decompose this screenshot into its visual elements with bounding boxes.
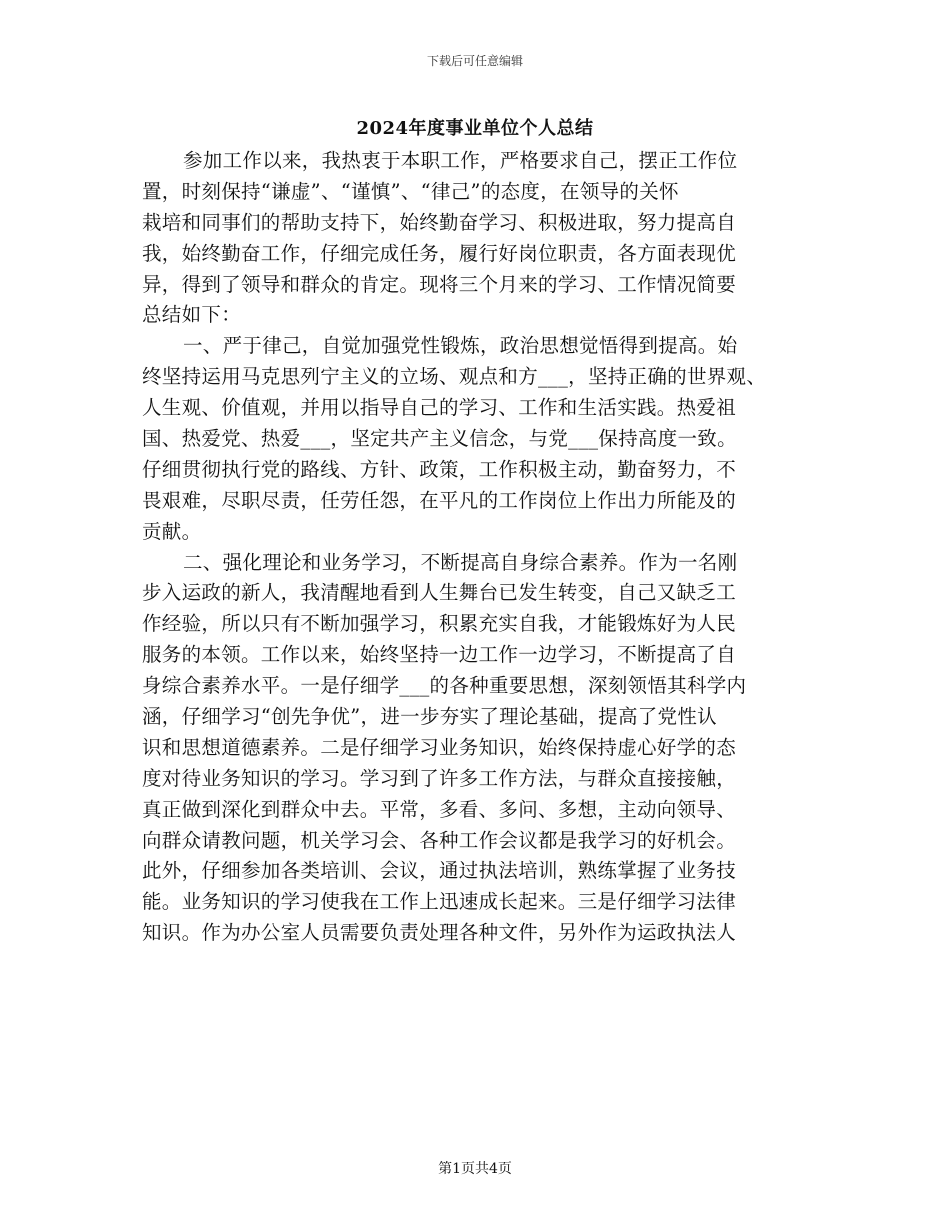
text-line: 终坚持运用马克思列宁主义的立场、观点和方___，坚持正确的世界观、 bbox=[142, 365, 767, 389]
text-line: 栽培和同事们的帮助支持下，始终勤奋学习、积极进取，努力提高自 bbox=[142, 210, 737, 234]
text-line: 置，时刻保持“谦虚”、“谨慎”、“律己”的态度，在领导的关怀 bbox=[142, 179, 679, 203]
header-note: 下载后可任意编辑 bbox=[426, 54, 523, 68]
text-line: 向群众请教问题，机关学习会、各种工作会议都是我学习的好机会。 bbox=[142, 828, 737, 852]
text-line: 国、热爱党、热爱___，坚定共产主义信念，与党___保持高度一致。 bbox=[142, 427, 737, 451]
text-line: 服务的本领。工作以来，始终坚持一边工作一边学习，不断提高了自 bbox=[142, 643, 737, 667]
text-line: 异，得到了领导和群众的肯定。现将三个月来的学习、工作情况简要 bbox=[142, 272, 737, 296]
document-body bbox=[142, 146, 842, 949]
document-title: 2024年度事业单位个人总结 bbox=[356, 118, 594, 139]
text-line: 畏艰难，尽职尽责，任劳任怨，在平凡的工作岗位上作出力所能及的 bbox=[142, 488, 737, 512]
page-footer: 第1页共4页 bbox=[438, 1161, 512, 1177]
text-line: 贡献。 bbox=[142, 519, 202, 543]
text-line: 度对待业务知识的学习。学习到了许多工作方法，与群众直接接触， bbox=[142, 766, 737, 790]
text-line: 步入运政的新人，我清醒地看到人生舞台已发生转变，自己又缺乏工 bbox=[142, 581, 737, 605]
text-line: 识和思想道德素养。二是仔细学习业务知识，始终保持虚心好学的态 bbox=[142, 735, 737, 759]
text-line: 我，始终勤奋工作，仔细完成任务，履行好岗位职责，各方面表现优 bbox=[142, 241, 737, 265]
text-line: 人生观、价值观，并用以指导自己的学习、工作和生活实践。热爱祖 bbox=[142, 396, 737, 420]
text-line: 仔细贯彻执行党的路线、方针、政策，工作积极主动，勤奋努力，不 bbox=[142, 457, 737, 481]
text-line: 二、强化理论和业务学习，不断提高自身综合素养。作为一名刚 bbox=[183, 550, 738, 574]
text-line: 真正做到深化到群众中去。平常，多看、多问、多想，主动向领导、 bbox=[142, 797, 737, 821]
text-line: 作经验，所以只有不断加强学习，积累充实自我，才能锻炼好为人民 bbox=[142, 612, 737, 636]
text-line: 一、严于律己，自觉加强党性锻炼，政治思想觉悟得到提高。始 bbox=[183, 334, 738, 358]
text-line: 参加工作以来，我热衷于本职工作，严格要求自己，摆正工作位 bbox=[183, 149, 738, 172]
text-line: 能。业务知识的学习使我在工作上迅速成长起来。三是仔细学习法律 bbox=[142, 890, 737, 914]
text-line: 总结如下： bbox=[142, 303, 242, 327]
text-line: 知识。作为办公室人员需要负责处理各种文件，另外作为运政执法人 bbox=[142, 921, 737, 945]
text-line: 涵，仔细学习“创先争优”，进一步夯实了理论基础，提高了党性认 bbox=[142, 705, 717, 729]
text-line: 身综合素养水平。一是仔细学___的各种重要思想，深刻领悟其科学内 bbox=[142, 674, 747, 698]
text-line: 此外，仔细参加各类培训、会议，通过执法培训，熟练掌握了业务技 bbox=[142, 859, 737, 883]
